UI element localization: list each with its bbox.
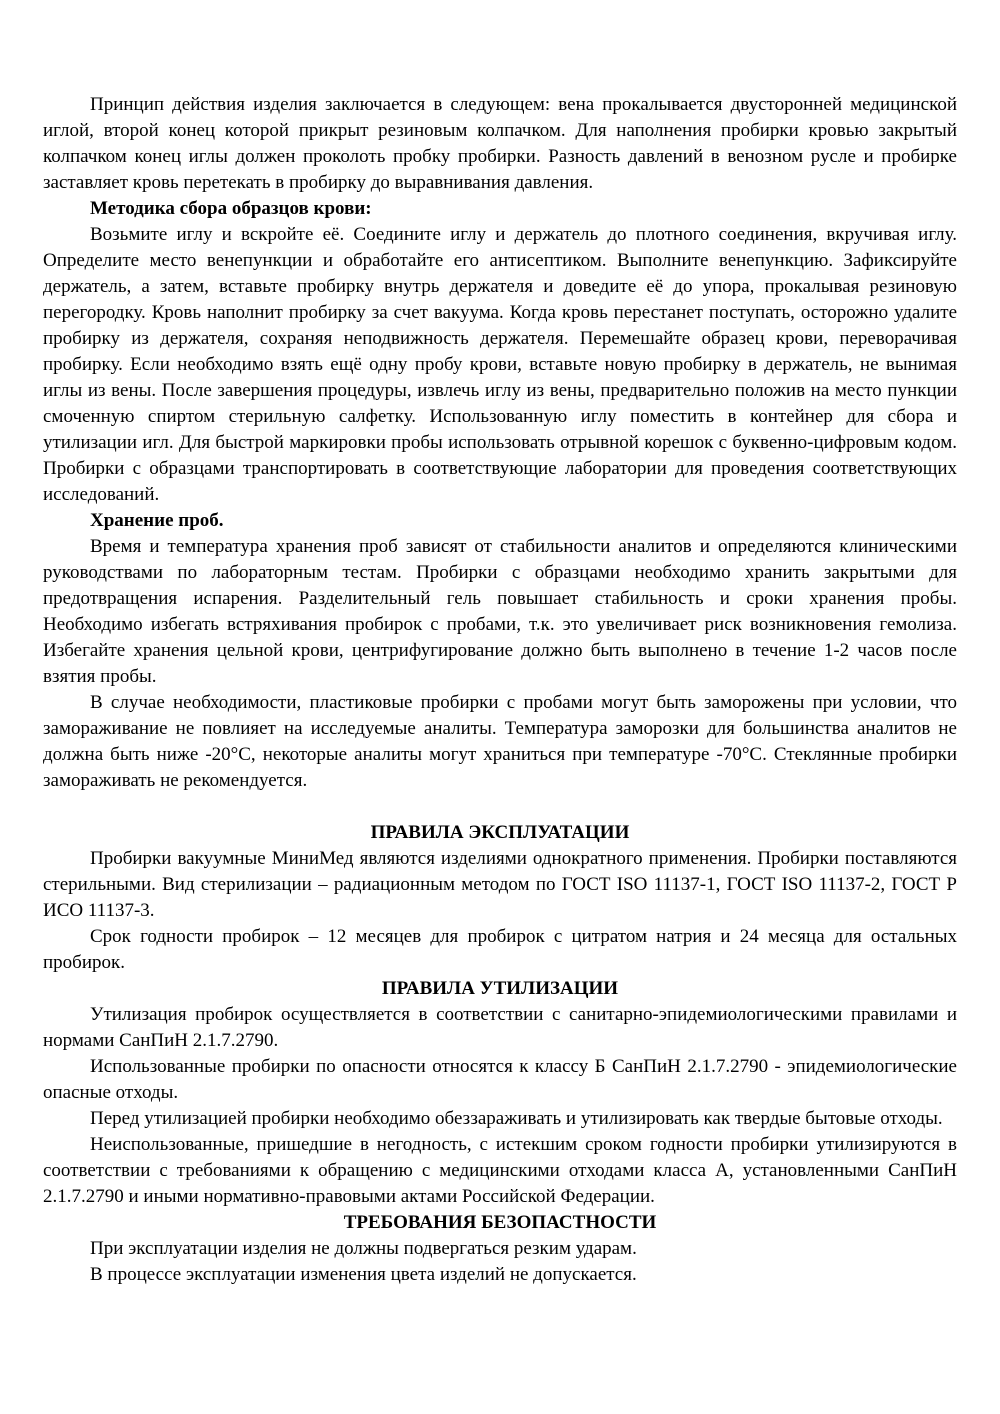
heading-operation-rules: ПРАВИЛА ЭКСПЛУАТАЦИИ <box>370 822 630 843</box>
paragraph-no-color-change: В процессе эксплуатации изменения цвета изделий не допускается. <box>90 1264 637 1285</box>
heading-blood-collection-method: Методика сбора образцов крови: <box>90 198 372 219</box>
paragraph-class-b-waste: Использованные пробирки по опасности относятся к классу Б СанПиН 2.1.7.2790 - эпидемиологические опасные отходы. <box>43 1056 957 1103</box>
paragraph-shelf-life: Срок годности пробирок – 12 месяцев для пробирок с цитратом натрия и 24 месяца для остальных пробирок. <box>43 926 957 973</box>
paragraph-storage-time-temperature: Время и температура хранения проб зависят от стабильности аналитов и определяются клиническими руководствами по лабораторным тестам. Пробирки с образцами необходимо хранить закрытыми для предотвращения испарения. Разделительный гель повышает стабильность и сроки хранения пробы. Необходимо избегать встряхивания пробирок с пробами, т.к. это увеличивает риск возникновения гемолиза. Избегайте хранения цельной крови, центрифугирование должно быть выполнено в течение 1-2 часов после взятия пробы. <box>43 536 957 687</box>
paragraph-freezing-conditions: В случае необходимости, пластиковые пробирки с пробами могут быть заморожены при условии, что замораживание не повлияет на исследуемые аналиты. Температура заморозки для большинства аналитов не должна быть ниже -20°С, некоторые аналиты могут храниться при температуре -70°С. Стеклянные пробирки замораживать не рекомендуется. <box>43 692 957 791</box>
paragraph-collection-procedure: Возьмите иглу и вскройте её. Соедините иглу и держатель до плотного соединения, вкручивая иглу. Определите место венепункции и обработайте его антисептиком. Выполните венепункцию. Зафиксируйте держатель, а затем, вставьте пробирку внутрь держателя и доведите её до упора, прокалывая резиновую перегородку. Кровь наполнит пробирку за счет вакуума. Когда кровь перестанет поступать, осторожно удалите пробирку из держателя, сохраняя неподвижность держателя. Перемешайте образец крови, переворачивая пробирку. Если необходимо взять ещё одну пробу крови, вставьте новую пробирку в держатель, не вынимая иглы из вены. После завершения процедуры, извлечь иглу из вены, предварительно положив на место пункции смоченную спиртом стерильную салфетку. Использованную иглу поместить в контейнер для сбора и утилизации игл. Для быстрой маркировки пробы использовать отрывной корешок с буквенно-цифровым кодом. Пробирки с образцами транспортировать в соответствующие лаборатории для проведения соответствующих исследований. <box>43 224 957 505</box>
heading-disposal-rules: ПРАВИЛА УТИЛИЗАЦИИ <box>381 978 619 999</box>
paragraph-decontamination: Перед утилизацией пробирки необходимо обеззараживать и утилизировать как твердые бытовые отходы. <box>90 1108 943 1129</box>
paragraph-no-sharp-impacts: При эксплуатации изделия не должны подвергаться резким ударам. <box>90 1238 637 1259</box>
blank-line <box>43 794 957 820</box>
paragraph-single-use-sterilization: Пробирки вакуумные МиниМед являются изделиями однократного применения. Пробирки поставляются стерильными. Вид стерилизации – радиационным методом по ГОСТ ISO 11137-1, ГОСТ ISO 11137-2, ГОСТ Р ИСО 11137-3. <box>43 848 957 921</box>
heading-sample-storage: Хранение проб. <box>90 510 224 531</box>
heading-safety-requirements: ТРЕБОВАНИЯ БЕЗОПАСТНОСТИ <box>343 1212 657 1233</box>
paragraph-unused-expired-disposal: Неиспользованные, пришедшие в негодность, с истекшим сроком годности пробирки утилизируются в соответствии с требованиями к обращению с медицинскими отходами класса А, установленными СанПиН 2.1.7.2790 и иными нормативно-правовыми актами Российской Федерации. <box>43 1134 957 1207</box>
paragraph-disposal-sanpin: Утилизация пробирок осуществляется в соответствии с санитарно-эпидемиологическими правилами и нормами СанПиН 2.1.7.2790. <box>43 1004 957 1051</box>
paragraph-principle-of-operation: Принцип действия изделия заключается в следующем: вена прокалывается двусторонней медицинской иглой, второй конец которой прикрыт резиновым колпачком. Для наполнения пробирки кровью закрытый колпачком конец иглы должен проколоть пробку пробирки. Разность давлений в венозном русле и пробирке заставляет кровь перетекать в пробирку до выравнивания давления. <box>43 94 957 193</box>
